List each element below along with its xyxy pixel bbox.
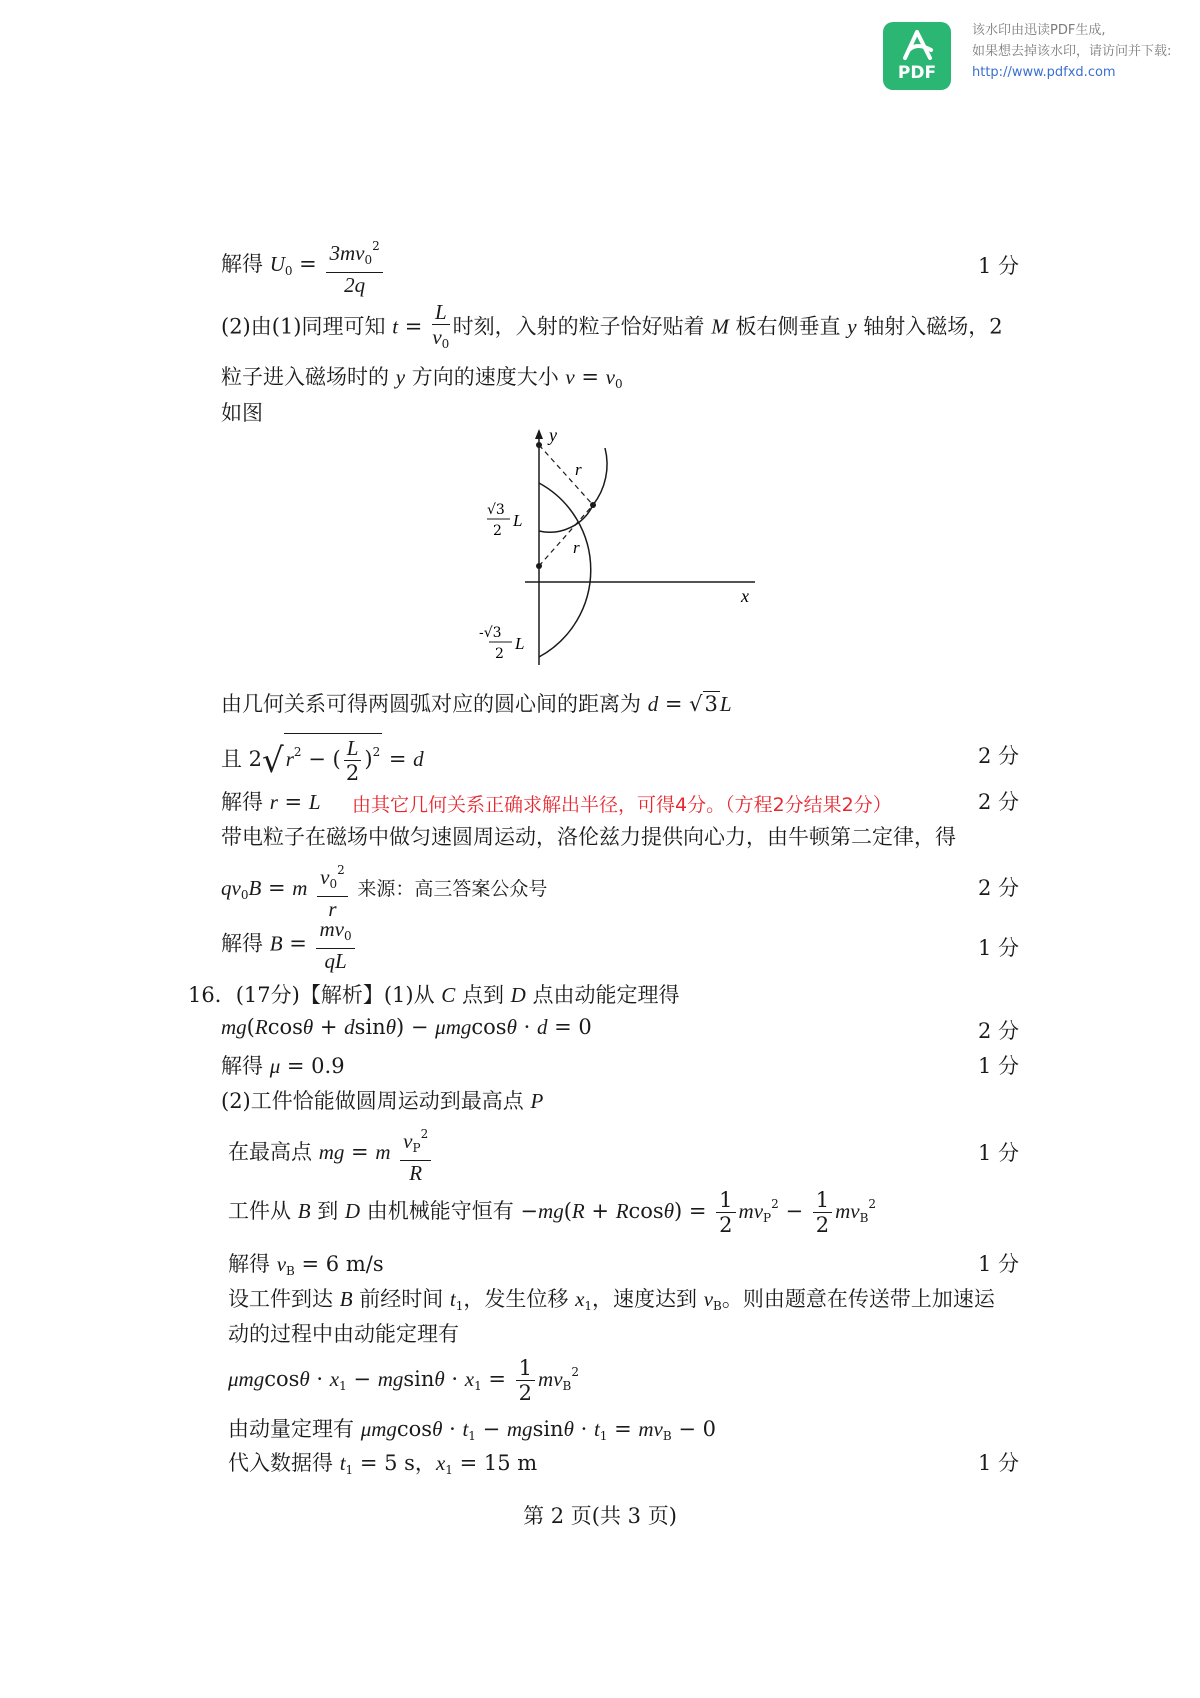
score: 2 分 bbox=[978, 790, 1020, 814]
newton-equation-line: $qv_0B = m$ $\frac{v_0^2}{r}$ 来源：高三答案公众号 bbox=[221, 858, 547, 921]
label-rutu: 如图 bbox=[221, 401, 263, 425]
radius-upper bbox=[539, 445, 593, 505]
setup-line: 设工件到达 B 前经时间 $t_1$，发生位移 $x_1$，速度达到 $v_B$。则由题意在传送带上加速运 bbox=[228, 1287, 995, 1313]
setup-line2: 动的过程中由动能定理有 bbox=[228, 1322, 459, 1346]
watermark-line2: 如果想去掉该水印，请访问并下载: bbox=[972, 44, 1172, 59]
momentum-line: 由动量定理有 $\mu mgcos\theta \cdot t_1 - mgsin\theta \cdot t_1 = mv_B - 0$ bbox=[228, 1417, 717, 1443]
fraction-u0: $\frac{3mv_0^2}{2q}$ bbox=[326, 234, 382, 297]
energy-theorem-line: mg(Rcosθ + dsinθ) − μmgcosθ · d = 0 bbox=[221, 1015, 592, 1039]
score: 1 分 bbox=[978, 1252, 1020, 1276]
pdf-glyph-icon bbox=[897, 28, 937, 62]
watermark-text bbox=[972, 20, 1171, 83]
center-point-lower bbox=[536, 563, 542, 569]
kinetic-equation-line: $\mu mgcos\theta \cdot x_1 - mgsin\theta \cdot x_1$ = $\frac{1}{2}$ $mv_B^2$ bbox=[228, 1356, 580, 1405]
watermark-line1: 该水印由迅读PDF生成, bbox=[972, 23, 1106, 38]
lower-L: L bbox=[515, 634, 525, 653]
score: 2 分 bbox=[978, 1019, 1020, 1043]
magnetic-field-diagram bbox=[479, 425, 765, 670]
vb-result-line: 解得 $v_B = 6$ m/s bbox=[228, 1252, 384, 1278]
mechanical-energy-line: 工件从 B 到 D 由机械能守恒有 −mg(R + Rcosθ) = $\frac{1}{2}$ $mv_P^2$ − $\frac{1}{2}$ $mv_B^2$ bbox=[228, 1188, 877, 1237]
score: 1 分 bbox=[978, 1054, 1020, 1078]
pdf-logo bbox=[883, 22, 951, 90]
lower-denominator: 2 bbox=[495, 646, 504, 662]
red-annotation: 由其它几何关系正确求解出半径，可得4分。（方程2分结果2分） bbox=[352, 794, 892, 816]
y-label: y bbox=[549, 425, 557, 445]
r-label-upper: r bbox=[575, 460, 582, 479]
part2-line1: (2)由(1)同理可知 t = $\frac{L}{v_0}$ 时刻，入射的粒子恰好贴着 M 板右侧垂直 y 轴射入磁场，2 bbox=[221, 300, 1003, 351]
label-jiede: 解得 bbox=[221, 252, 263, 276]
upper-denominator: 2 bbox=[493, 523, 502, 539]
score: 2 分 bbox=[978, 876, 1020, 900]
watermark-url[interactable]: http://www.pdfxd.com bbox=[972, 65, 1116, 80]
upper-coef: √3 bbox=[487, 502, 505, 518]
equation-sqrt-line: 且 $2√r^2$ − ( $\frac{L}{2}$ )$^2$ = d bbox=[221, 733, 424, 785]
r-result-line: 解得 r = L bbox=[221, 790, 321, 814]
top-point-line: 在最高点 mg = m $\frac{v_P^2}{R}$ bbox=[228, 1122, 434, 1185]
r-label-lower: r bbox=[573, 538, 580, 557]
part2-q16: (2)工件恰能做圆周运动到最高点 P bbox=[221, 1089, 544, 1113]
part2-line2: 粒子进入磁场时的 y 方向的速度大小 $v = v_0$ bbox=[221, 365, 623, 391]
center-point-upper bbox=[536, 442, 542, 448]
score: 1 分 bbox=[978, 1451, 1020, 1475]
mu-result-line: 解得 μ = 0.9 bbox=[221, 1054, 345, 1078]
intersection-point bbox=[590, 502, 596, 508]
small-arc-lower bbox=[539, 505, 593, 532]
score: 2 分 bbox=[978, 744, 1020, 768]
score: 1 分 bbox=[978, 936, 1020, 960]
data-result-line: 代入数据得 $t_1 = 5$ s，$x_1 = 15$ m bbox=[228, 1451, 538, 1477]
score: 1 分 bbox=[978, 254, 1020, 278]
q16-heading: 16．(17分)【解析】(1)从 C 点到 D 点由动能定理得 bbox=[188, 983, 680, 1007]
large-arc bbox=[539, 483, 591, 657]
lorentz-line: 带电粒子在磁场中做匀速圆周运动，洛伦兹力提供向心力，由牛顿第二定律，得 bbox=[221, 825, 956, 849]
b-result-line: 解得 B = $\frac{mv_0}{qL}$ bbox=[221, 917, 358, 973]
u0-result-line: 解得 $U_0$ = $\frac{3mv_0^2}{2q}$ bbox=[221, 234, 386, 297]
lower-coef: -√3 bbox=[479, 625, 502, 641]
x-label: x bbox=[741, 586, 749, 606]
score: 1 分 bbox=[978, 1141, 1020, 1165]
source-note: 来源：高三答案公众号 bbox=[357, 878, 548, 900]
small-arc-upper bbox=[593, 448, 607, 505]
upper-L: L bbox=[513, 511, 523, 530]
page-footer: 第 2 页(共 3 页) bbox=[523, 1504, 677, 1528]
geometry-line: 由几何关系可得两圆弧对应的圆心间的距离为 d = √3L bbox=[221, 692, 732, 716]
y-axis-arrow bbox=[535, 429, 543, 439]
pdf-logo-text: PDF bbox=[897, 63, 937, 83]
